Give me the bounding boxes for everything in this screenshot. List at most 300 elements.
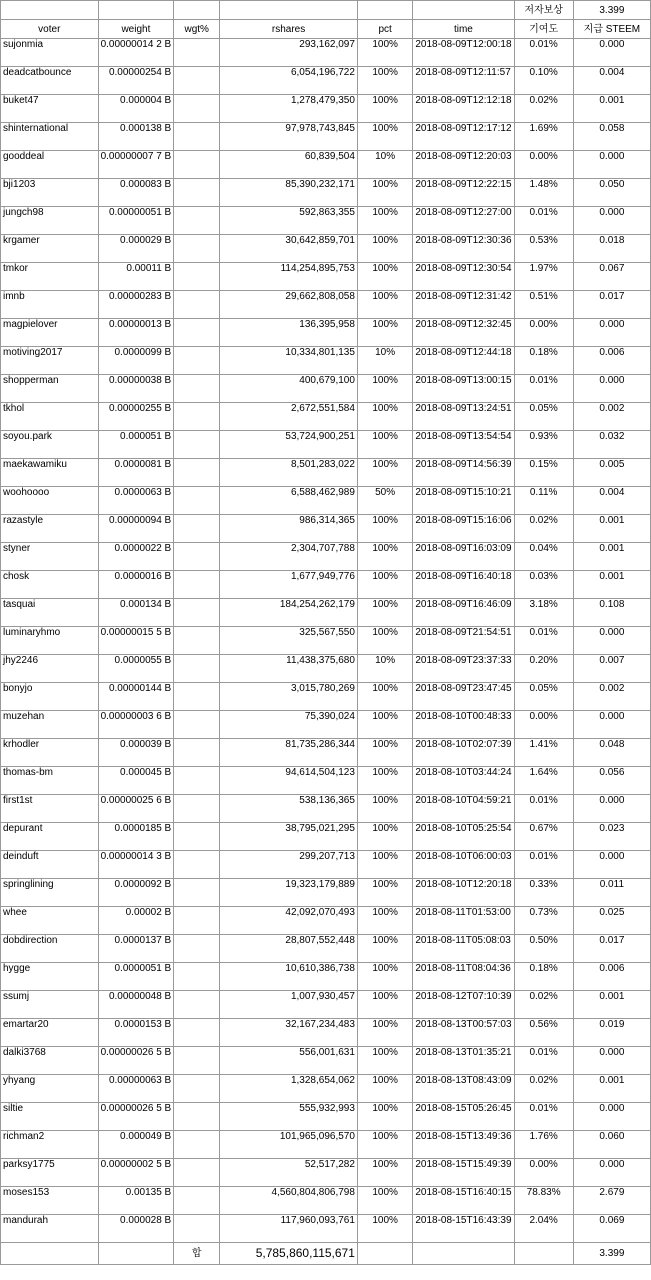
cell-wgt-pct[interactable] <box>174 1019 220 1047</box>
cell-time[interactable]: 2018-08-09T12:27:00 <box>413 207 514 235</box>
cell-payout[interactable]: 0.060 <box>573 1131 650 1159</box>
cell-weight[interactable]: 0.000134 B <box>98 599 174 627</box>
cell-rshares[interactable]: 6,588,462,989 <box>220 487 358 515</box>
cell-time[interactable]: 2018-08-09T12:30:54 <box>413 263 514 291</box>
cell-wgt-pct[interactable] <box>174 599 220 627</box>
cell-contribution[interactable]: 1.76% <box>514 1131 573 1159</box>
cell-voter[interactable]: soyou.park <box>1 431 99 459</box>
cell-contribution[interactable]: 0.10% <box>514 67 573 95</box>
cell-rshares[interactable]: 1,328,654,062 <box>220 1075 358 1103</box>
cell-contribution[interactable]: 0.00% <box>514 319 573 347</box>
cell-weight[interactable]: 0.00000254 B <box>98 67 174 95</box>
cell-voter[interactable]: dalki3768 <box>1 1047 99 1075</box>
cell-wgt-pct[interactable] <box>174 515 220 543</box>
cell-weight[interactable]: 0.000138 B <box>98 123 174 151</box>
cell-voter[interactable]: shinternational <box>1 123 99 151</box>
cell-wgt-pct[interactable] <box>174 67 220 95</box>
cell-wgt-pct[interactable] <box>174 879 220 907</box>
cell-voter[interactable]: dobdirection <box>1 935 99 963</box>
cell-pct[interactable]: 100% <box>357 627 412 655</box>
cell-voter[interactable]: depurant <box>1 823 99 851</box>
cell-contribution[interactable]: 78.83% <box>514 1187 573 1215</box>
cell-time[interactable]: 2018-08-10T00:48:33 <box>413 711 514 739</box>
cell-rshares[interactable]: 1,677,949,776 <box>220 571 358 599</box>
cell-voter[interactable]: styner <box>1 543 99 571</box>
cell-payout[interactable]: 0.069 <box>573 1215 650 1243</box>
cell-weight[interactable]: 0.000028 B <box>98 1215 174 1243</box>
cell-wgt-pct[interactable] <box>174 263 220 291</box>
cell-rshares[interactable]: 42,092,070,493 <box>220 907 358 935</box>
cell-time[interactable]: 2018-08-15T05:26:45 <box>413 1103 514 1131</box>
cell-time[interactable]: 2018-08-10T03:44:24 <box>413 767 514 795</box>
cell-time[interactable]: 2018-08-11T01:53:00 <box>413 907 514 935</box>
cell-contribution[interactable]: 0.33% <box>514 879 573 907</box>
cell-payout[interactable]: 0.001 <box>573 1075 650 1103</box>
cell-wgt-pct[interactable] <box>174 1103 220 1131</box>
cell-contribution[interactable]: 0.01% <box>514 851 573 879</box>
cell-contribution[interactable]: 0.01% <box>514 1047 573 1075</box>
cell-wgt-pct[interactable] <box>174 711 220 739</box>
cell-rshares[interactable]: 1,278,479,350 <box>220 95 358 123</box>
cell-voter[interactable]: krgamer <box>1 235 99 263</box>
cell-rshares[interactable]: 592,863,355 <box>220 207 358 235</box>
cell-contribution[interactable]: 0.15% <box>514 459 573 487</box>
cell-voter[interactable]: whee <box>1 907 99 935</box>
cell-payout[interactable]: 0.001 <box>573 95 650 123</box>
cell-voter[interactable]: mandurah <box>1 1215 99 1243</box>
cell-pct[interactable]: 100% <box>357 403 412 431</box>
cell-contribution[interactable]: 1.69% <box>514 123 573 151</box>
cell-rshares[interactable]: 60,839,504 <box>220 151 358 179</box>
cell-rshares[interactable]: 97,978,743,845 <box>220 123 358 151</box>
cell-weight[interactable]: 0.0000055 B <box>98 655 174 683</box>
cell-empty[interactable] <box>98 1 174 20</box>
cell-weight[interactable]: 0.0000016 B <box>98 571 174 599</box>
cell-pct[interactable]: 100% <box>357 515 412 543</box>
cell-time[interactable]: 2018-08-09T12:20:03 <box>413 151 514 179</box>
cell-pct[interactable]: 100% <box>357 1215 412 1243</box>
cell-rshares[interactable]: 538,136,365 <box>220 795 358 823</box>
cell-voter[interactable]: parksy1775 <box>1 1159 99 1187</box>
cell-wgt-pct[interactable] <box>174 907 220 935</box>
cell-empty[interactable] <box>514 1243 573 1265</box>
cell-rshares[interactable]: 30,642,859,701 <box>220 235 358 263</box>
cell-contribution[interactable]: 1.97% <box>514 263 573 291</box>
cell-payout[interactable]: 0.001 <box>573 991 650 1019</box>
cell-voter[interactable]: yhyang <box>1 1075 99 1103</box>
cell-contribution[interactable]: 0.00% <box>514 151 573 179</box>
cell-wgt-pct[interactable] <box>174 571 220 599</box>
cell-voter[interactable]: buket47 <box>1 95 99 123</box>
cell-contribution[interactable]: 0.02% <box>514 1075 573 1103</box>
cell-voter[interactable]: deinduft <box>1 851 99 879</box>
cell-time[interactable]: 2018-08-09T12:32:45 <box>413 319 514 347</box>
cell-contribution[interactable]: 1.41% <box>514 739 573 767</box>
cell-payout[interactable]: 0.017 <box>573 291 650 319</box>
cell-wgt-pct[interactable] <box>174 207 220 235</box>
cell-payout[interactable]: 0.001 <box>573 515 650 543</box>
cell-rshares[interactable]: 114,254,895,753 <box>220 263 358 291</box>
cell-wgt-pct[interactable] <box>174 851 220 879</box>
cell-payout[interactable]: 0.018 <box>573 235 650 263</box>
cell-voter[interactable]: imnb <box>1 291 99 319</box>
cell-payout[interactable]: 0.067 <box>573 263 650 291</box>
cell-payout[interactable]: 0.023 <box>573 823 650 851</box>
cell-wgt-pct[interactable] <box>174 1047 220 1075</box>
cell-wgt-pct[interactable] <box>174 1131 220 1159</box>
cell-payout[interactable]: 2.679 <box>573 1187 650 1215</box>
cell-voter[interactable]: hygge <box>1 963 99 991</box>
cell-voter[interactable]: luminaryhmo <box>1 627 99 655</box>
cell-time[interactable]: 2018-08-09T14:56:39 <box>413 459 514 487</box>
cell-empty[interactable] <box>357 1 412 20</box>
cell-voter[interactable]: ssumj <box>1 991 99 1019</box>
cell-rshares[interactable]: 10,334,801,135 <box>220 347 358 375</box>
cell-rshares[interactable]: 117,960,093,761 <box>220 1215 358 1243</box>
cell-contribution[interactable]: 1.48% <box>514 179 573 207</box>
cell-weight[interactable]: 0.00000038 B <box>98 375 174 403</box>
cell-weight[interactable]: 0.000049 B <box>98 1131 174 1159</box>
cell-pct[interactable]: 100% <box>357 39 412 67</box>
cell-empty[interactable] <box>413 1243 514 1265</box>
cell-contribution[interactable]: 0.02% <box>514 991 573 1019</box>
cell-contribution[interactable]: 1.64% <box>514 767 573 795</box>
cell-pct[interactable]: 100% <box>357 123 412 151</box>
cell-contribution[interactable]: 0.67% <box>514 823 573 851</box>
cell-time[interactable]: 2018-08-09T12:11:57 <box>413 67 514 95</box>
cell-time[interactable]: 2018-08-09T13:00:15 <box>413 375 514 403</box>
cell-time[interactable]: 2018-08-09T16:46:09 <box>413 599 514 627</box>
cell-wgt-pct[interactable] <box>174 991 220 1019</box>
cell-payout[interactable]: 0.056 <box>573 767 650 795</box>
cell-pct[interactable]: 100% <box>357 375 412 403</box>
cell-weight[interactable]: 0.00000094 B <box>98 515 174 543</box>
cell-time[interactable]: 2018-08-10T12:20:18 <box>413 879 514 907</box>
cell-time[interactable]: 2018-08-09T23:47:45 <box>413 683 514 711</box>
cell-weight[interactable]: 0.00002 B <box>98 907 174 935</box>
cell-time[interactable]: 2018-08-13T08:43:09 <box>413 1075 514 1103</box>
cell-contribution[interactable]: 0.73% <box>514 907 573 935</box>
cell-time[interactable]: 2018-08-10T06:00:03 <box>413 851 514 879</box>
header-contribution[interactable]: 기여도 <box>514 20 573 39</box>
cell-rshares[interactable]: 4,560,804,806,798 <box>220 1187 358 1215</box>
cell-weight[interactable]: 0.0000099 B <box>98 347 174 375</box>
cell-weight[interactable]: 0.00000014 2 B <box>98 39 174 67</box>
cell-time[interactable]: 2018-08-09T12:30:36 <box>413 235 514 263</box>
cell-rshares[interactable]: 299,207,713 <box>220 851 358 879</box>
cell-weight[interactable]: 0.000029 B <box>98 235 174 263</box>
cell-weight[interactable]: 0.00000002 5 B <box>98 1159 174 1187</box>
cell-rshares[interactable]: 75,390,024 <box>220 711 358 739</box>
cell-voter[interactable]: bonyjo <box>1 683 99 711</box>
cell-payout[interactable]: 0.019 <box>573 1019 650 1047</box>
cell-voter[interactable]: woohoooo <box>1 487 99 515</box>
cell-time[interactable]: 2018-08-09T16:40:18 <box>413 571 514 599</box>
cell-pct[interactable]: 100% <box>357 207 412 235</box>
cell-rshares[interactable]: 1,007,930,457 <box>220 991 358 1019</box>
cell-voter[interactable]: tkhol <box>1 403 99 431</box>
cell-pct[interactable]: 100% <box>357 907 412 935</box>
cell-time[interactable]: 2018-08-11T05:08:03 <box>413 935 514 963</box>
cell-time[interactable]: 2018-08-10T05:25:54 <box>413 823 514 851</box>
cell-pct[interactable]: 100% <box>357 459 412 487</box>
cell-time[interactable]: 2018-08-15T13:49:36 <box>413 1131 514 1159</box>
header-pct[interactable]: pct <box>357 20 412 39</box>
cell-contribution[interactable]: 0.01% <box>514 207 573 235</box>
cell-weight[interactable]: 0.0000092 B <box>98 879 174 907</box>
cell-payout[interactable]: 0.025 <box>573 907 650 935</box>
cell-pct[interactable]: 100% <box>357 1075 412 1103</box>
cell-voter[interactable]: richman2 <box>1 1131 99 1159</box>
cell-pct[interactable]: 100% <box>357 599 412 627</box>
cell-empty[interactable] <box>220 1 358 20</box>
cell-rshares[interactable]: 325,567,550 <box>220 627 358 655</box>
cell-pct[interactable]: 100% <box>357 991 412 1019</box>
header-rshares[interactable]: rshares <box>220 20 358 39</box>
cell-wgt-pct[interactable] <box>174 347 220 375</box>
cell-pct[interactable]: 50% <box>357 487 412 515</box>
cell-voter[interactable]: siltie <box>1 1103 99 1131</box>
cell-payout[interactable]: 0.000 <box>573 319 650 347</box>
cell-pct[interactable]: 100% <box>357 767 412 795</box>
cell-empty[interactable] <box>357 1243 412 1265</box>
cell-payout[interactable]: 0.000 <box>573 711 650 739</box>
cell-payout[interactable]: 0.000 <box>573 1047 650 1075</box>
cell-pct[interactable]: 100% <box>357 571 412 599</box>
cell-contribution[interactable]: 0.20% <box>514 655 573 683</box>
cell-pct[interactable]: 100% <box>357 1019 412 1047</box>
cell-pct[interactable]: 100% <box>357 1047 412 1075</box>
cell-contribution[interactable]: 0.05% <box>514 683 573 711</box>
cell-payout[interactable]: 0.004 <box>573 67 650 95</box>
cell-rshares[interactable]: 53,724,900,251 <box>220 431 358 459</box>
cell-weight[interactable]: 0.00011 B <box>98 263 174 291</box>
cell-time[interactable]: 2018-08-09T21:54:51 <box>413 627 514 655</box>
cell-wgt-pct[interactable] <box>174 403 220 431</box>
cell-pct[interactable]: 10% <box>357 347 412 375</box>
cell-time[interactable]: 2018-08-11T08:04:36 <box>413 963 514 991</box>
cell-wgt-pct[interactable] <box>174 1215 220 1243</box>
cell-rshares[interactable]: 52,517,282 <box>220 1159 358 1187</box>
cell-weight[interactable]: 0.00000063 B <box>98 1075 174 1103</box>
cell-voter[interactable]: tmkor <box>1 263 99 291</box>
cell-wgt-pct[interactable] <box>174 151 220 179</box>
cell-pct[interactable]: 100% <box>357 851 412 879</box>
cell-wgt-pct[interactable] <box>174 655 220 683</box>
cell-pct[interactable]: 100% <box>357 1103 412 1131</box>
cell-payout[interactable]: 0.006 <box>573 347 650 375</box>
cell-pct[interactable]: 100% <box>357 711 412 739</box>
cell-weight[interactable]: 0.00135 B <box>98 1187 174 1215</box>
cell-pct[interactable]: 100% <box>357 823 412 851</box>
cell-weight[interactable]: 0.00000014 3 B <box>98 851 174 879</box>
cell-time[interactable]: 2018-08-09T12:00:18 <box>413 39 514 67</box>
cell-pct[interactable]: 100% <box>357 879 412 907</box>
cell-pct[interactable]: 100% <box>357 95 412 123</box>
cell-payout[interactable]: 0.058 <box>573 123 650 151</box>
cell-voter[interactable]: thomas-bm <box>1 767 99 795</box>
cell-empty[interactable] <box>98 1243 174 1265</box>
cell-voter[interactable]: sujonmia <box>1 39 99 67</box>
cell-wgt-pct[interactable] <box>174 1075 220 1103</box>
header-weight[interactable]: weight <box>98 20 174 39</box>
cell-voter[interactable]: jungch98 <box>1 207 99 235</box>
cell-wgt-pct[interactable] <box>174 627 220 655</box>
cell-wgt-pct[interactable] <box>174 1187 220 1215</box>
cell-rshares[interactable]: 555,932,993 <box>220 1103 358 1131</box>
cell-time[interactable]: 2018-08-15T15:49:39 <box>413 1159 514 1187</box>
cell-weight[interactable]: 0.00000007 7 B <box>98 151 174 179</box>
cell-payout[interactable]: 0.050 <box>573 179 650 207</box>
cell-time[interactable]: 2018-08-10T02:07:39 <box>413 739 514 767</box>
cell-time[interactable]: 2018-08-09T13:54:54 <box>413 431 514 459</box>
cell-wgt-pct[interactable] <box>174 375 220 403</box>
cell-weight[interactable]: 0.0000022 B <box>98 543 174 571</box>
cell-pct[interactable]: 100% <box>357 963 412 991</box>
cell-wgt-pct[interactable] <box>174 963 220 991</box>
cell-weight[interactable]: 0.00000015 5 B <box>98 627 174 655</box>
cell-pct[interactable]: 100% <box>357 67 412 95</box>
cell-payout[interactable]: 0.001 <box>573 543 650 571</box>
cell-pct[interactable]: 100% <box>357 431 412 459</box>
cell-contribution[interactable]: 0.01% <box>514 627 573 655</box>
cell-payout[interactable]: 0.000 <box>573 207 650 235</box>
author-reward-value[interactable]: 3.399 <box>573 1 650 20</box>
cell-wgt-pct[interactable] <box>174 767 220 795</box>
cell-voter[interactable]: gooddeal <box>1 151 99 179</box>
cell-rshares[interactable]: 81,735,286,344 <box>220 739 358 767</box>
cell-contribution[interactable]: 0.51% <box>514 291 573 319</box>
cell-payout[interactable]: 0.108 <box>573 599 650 627</box>
cell-empty[interactable] <box>413 1 514 20</box>
cell-wgt-pct[interactable] <box>174 683 220 711</box>
cell-contribution[interactable]: 0.93% <box>514 431 573 459</box>
cell-contribution[interactable]: 2.04% <box>514 1215 573 1243</box>
total-payout[interactable]: 3.399 <box>573 1243 650 1265</box>
cell-voter[interactable]: magpielover <box>1 319 99 347</box>
cell-rshares[interactable]: 6,054,196,722 <box>220 67 358 95</box>
cell-weight[interactable]: 0.00000013 B <box>98 319 174 347</box>
cell-wgt-pct[interactable] <box>174 235 220 263</box>
cell-weight[interactable]: 0.000045 B <box>98 767 174 795</box>
cell-weight[interactable]: 0.000051 B <box>98 431 174 459</box>
cell-voter[interactable]: muzehan <box>1 711 99 739</box>
cell-contribution[interactable]: 0.04% <box>514 543 573 571</box>
cell-time[interactable]: 2018-08-13T01:35:21 <box>413 1047 514 1075</box>
cell-time[interactable]: 2018-08-09T15:10:21 <box>413 487 514 515</box>
cell-rshares[interactable]: 184,254,262,179 <box>220 599 358 627</box>
cell-payout[interactable]: 0.032 <box>573 431 650 459</box>
cell-rshares[interactable]: 8,501,283,022 <box>220 459 358 487</box>
cell-wgt-pct[interactable] <box>174 319 220 347</box>
cell-payout[interactable]: 0.048 <box>573 739 650 767</box>
cell-rshares[interactable]: 94,614,504,123 <box>220 767 358 795</box>
cell-wgt-pct[interactable] <box>174 795 220 823</box>
cell-payout[interactable]: 0.002 <box>573 683 650 711</box>
cell-pct[interactable]: 100% <box>357 319 412 347</box>
cell-rshares[interactable]: 3,015,780,269 <box>220 683 358 711</box>
cell-voter[interactable]: krhodler <box>1 739 99 767</box>
cell-rshares[interactable]: 101,965,096,570 <box>220 1131 358 1159</box>
cell-payout[interactable]: 0.005 <box>573 459 650 487</box>
cell-voter[interactable]: moses153 <box>1 1187 99 1215</box>
cell-pct[interactable]: 100% <box>357 543 412 571</box>
cell-time[interactable]: 2018-08-09T12:31:42 <box>413 291 514 319</box>
cell-voter[interactable]: razastyle <box>1 515 99 543</box>
cell-wgt-pct[interactable] <box>174 543 220 571</box>
cell-time[interactable]: 2018-08-09T12:17:12 <box>413 123 514 151</box>
cell-time[interactable]: 2018-08-09T16:03:09 <box>413 543 514 571</box>
cell-payout[interactable]: 0.000 <box>573 627 650 655</box>
cell-voter[interactable]: springlining <box>1 879 99 907</box>
cell-contribution[interactable]: 0.05% <box>514 403 573 431</box>
cell-pct[interactable]: 100% <box>357 683 412 711</box>
cell-time[interactable]: 2018-08-09T12:44:18 <box>413 347 514 375</box>
total-rshares[interactable]: 5,785,860,115,671 <box>220 1243 358 1265</box>
total-label[interactable]: 합 <box>174 1243 220 1265</box>
cell-rshares[interactable]: 293,162,097 <box>220 39 358 67</box>
cell-wgt-pct[interactable] <box>174 95 220 123</box>
cell-rshares[interactable]: 10,610,386,738 <box>220 963 358 991</box>
cell-voter[interactable]: bji1203 <box>1 179 99 207</box>
cell-pct[interactable]: 100% <box>357 1131 412 1159</box>
cell-contribution[interactable]: 0.02% <box>514 515 573 543</box>
cell-pct[interactable]: 100% <box>357 1159 412 1187</box>
cell-weight[interactable]: 0.0000137 B <box>98 935 174 963</box>
cell-wgt-pct[interactable] <box>174 431 220 459</box>
cell-payout[interactable]: 0.000 <box>573 375 650 403</box>
cell-pct[interactable]: 100% <box>357 739 412 767</box>
cell-weight[interactable]: 0.00000048 B <box>98 991 174 1019</box>
cell-contribution[interactable]: 0.50% <box>514 935 573 963</box>
cell-rshares[interactable]: 2,672,551,584 <box>220 403 358 431</box>
cell-weight[interactable]: 0.000083 B <box>98 179 174 207</box>
cell-voter[interactable]: deadcatbounce <box>1 67 99 95</box>
header-voter[interactable]: voter <box>1 20 99 39</box>
cell-voter[interactable]: chosk <box>1 571 99 599</box>
cell-pct[interactable]: 10% <box>357 655 412 683</box>
cell-pct[interactable]: 100% <box>357 291 412 319</box>
cell-contribution[interactable]: 0.01% <box>514 795 573 823</box>
header-time[interactable]: time <box>413 20 514 39</box>
cell-time[interactable]: 2018-08-09T15:16:06 <box>413 515 514 543</box>
cell-rshares[interactable]: 136,395,958 <box>220 319 358 347</box>
cell-contribution[interactable]: 0.03% <box>514 571 573 599</box>
cell-voter[interactable]: first1st <box>1 795 99 823</box>
cell-payout[interactable]: 0.004 <box>573 487 650 515</box>
cell-payout[interactable]: 0.011 <box>573 879 650 907</box>
cell-empty[interactable] <box>1 1 99 20</box>
cell-voter[interactable]: jhy2246 <box>1 655 99 683</box>
cell-payout[interactable]: 0.006 <box>573 963 650 991</box>
header-payout[interactable]: 지급 STEEM <box>573 20 650 39</box>
cell-weight[interactable]: 0.0000153 B <box>98 1019 174 1047</box>
cell-rshares[interactable]: 29,662,808,058 <box>220 291 358 319</box>
cell-rshares[interactable]: 38,795,021,295 <box>220 823 358 851</box>
cell-time[interactable]: 2018-08-12T07:10:39 <box>413 991 514 1019</box>
cell-wgt-pct[interactable] <box>174 291 220 319</box>
cell-rshares[interactable]: 986,314,365 <box>220 515 358 543</box>
cell-weight[interactable]: 0.000004 B <box>98 95 174 123</box>
cell-rshares[interactable]: 11,438,375,680 <box>220 655 358 683</box>
cell-weight[interactable]: 0.00000144 B <box>98 683 174 711</box>
cell-payout[interactable]: 0.007 <box>573 655 650 683</box>
cell-rshares[interactable]: 28,807,552,448 <box>220 935 358 963</box>
cell-pct[interactable]: 100% <box>357 935 412 963</box>
cell-weight[interactable]: 0.00000026 5 B <box>98 1103 174 1131</box>
cell-voter[interactable]: maekawamiku <box>1 459 99 487</box>
cell-weight[interactable]: 0.0000185 B <box>98 823 174 851</box>
